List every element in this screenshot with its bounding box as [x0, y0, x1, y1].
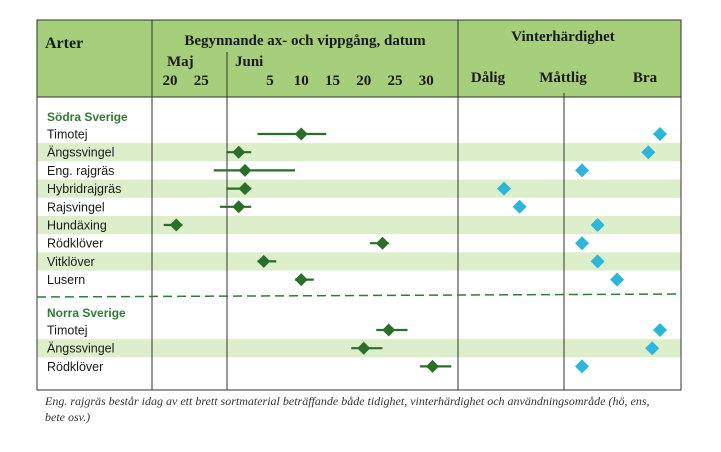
hardiness-marker: [513, 200, 527, 214]
row-label: Eng. rajgräs: [47, 163, 115, 178]
date-tick-label: 10: [293, 73, 309, 89]
date-tick-label: 5: [266, 73, 274, 89]
timing-marker: [426, 360, 439, 373]
date-tick-label: 20: [356, 73, 372, 89]
timing-marker: [382, 324, 395, 337]
timing-marker: [376, 237, 389, 250]
group-label: Norra Sverige: [47, 306, 126, 320]
row-label: Hybridrajgräs: [47, 182, 122, 197]
row-stripes: [37, 143, 681, 357]
caption: Eng. rajgräs består idag av ett brett sortmaterial beträffande både tidighet, vinterhärdighet och användningsområde (hö, ens, bete osv.): [45, 394, 650, 424]
hardiness-marker: [610, 273, 624, 287]
date-tick-label: 20: [162, 73, 178, 89]
header-hardiness: Vinterhärdighet: [511, 29, 615, 45]
hardiness-tick-label: Dålig: [470, 70, 506, 86]
month-label-maj: Maj: [167, 54, 194, 70]
row-label: Rödklöver: [47, 236, 104, 251]
row-stripe: [37, 143, 681, 161]
group-label: Södra Sverige: [47, 110, 128, 124]
header-timing: Begynnande ax- och vippgång, datum: [184, 33, 426, 49]
timing-marker: [295, 273, 308, 286]
row-label: Timotej: [47, 323, 88, 338]
row-stripe: [37, 216, 681, 234]
timing-marker: [239, 164, 252, 177]
row-label: Rödklöver: [47, 359, 104, 374]
timing-marker: [295, 128, 308, 141]
hardiness-marker: [653, 127, 667, 141]
row-stripe: [37, 252, 681, 270]
header-species: Arter: [45, 35, 84, 52]
row-label: Lusern: [47, 273, 86, 288]
hardiness-tick-label: Bra: [632, 70, 658, 86]
row-label: Ängssvingel: [47, 341, 115, 356]
hardiness-tick-label: Måttlig: [539, 70, 587, 86]
hardiness-marker: [575, 163, 589, 177]
group-separator: [37, 294, 681, 297]
date-tick-label: 15: [325, 73, 340, 89]
date-tick-label: 30: [418, 73, 434, 89]
month-label-juni: Juni: [235, 54, 264, 70]
row-label: Hundäxing: [47, 218, 107, 233]
row-stripe: [37, 180, 681, 198]
timing-marker: [232, 200, 245, 213]
date-tick-label: 25: [193, 73, 209, 89]
row-label: Vitklöver: [47, 254, 95, 269]
row-label: Ängssvingel: [47, 145, 115, 160]
date-tick-label: 25: [387, 73, 403, 89]
row-label: Timotej: [47, 127, 88, 142]
row-label: Rajsvingel: [47, 200, 105, 215]
hardiness-marker: [575, 236, 589, 250]
hardiness-marker: [575, 359, 589, 373]
hardiness-marker: [653, 323, 667, 337]
